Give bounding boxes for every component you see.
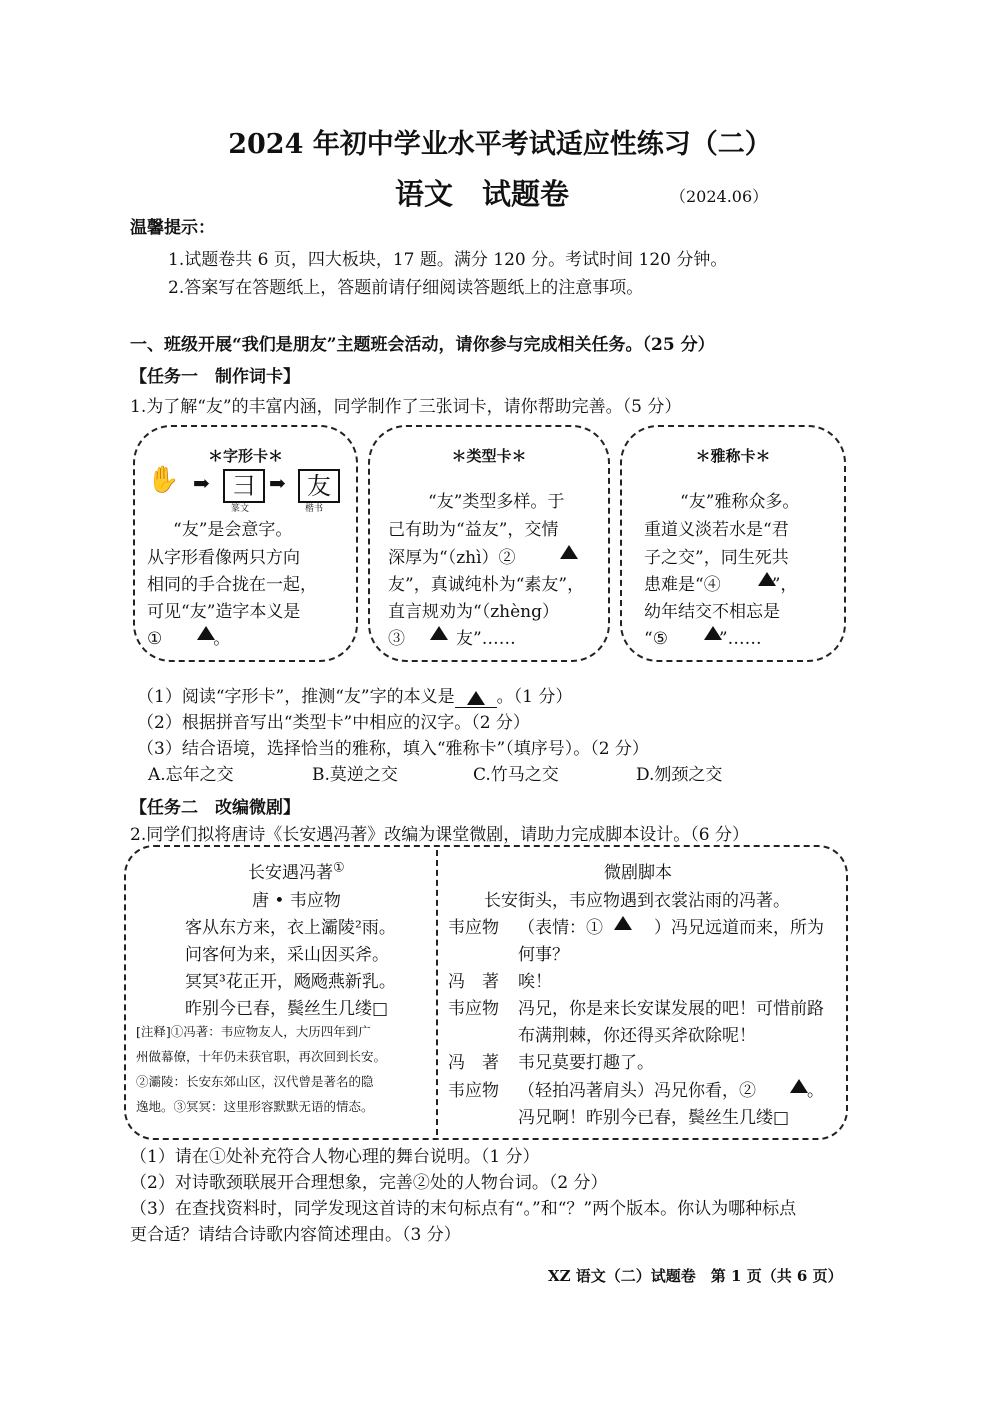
option: D.刎颈之交 <box>636 765 723 785</box>
script-line: 布满荆棘，你还得买斧砍除呢！ <box>518 1026 756 1046</box>
subquestion: （1）请在①处补充符合人物心理的舞台说明。（1 分） <box>130 1147 540 1167</box>
notice-item: 2.答案写在答题纸上，答题前请仔细阅读答题纸上的注意事项。 <box>168 278 644 298</box>
script-line: 冯兄，你是来长安谋发展的吧！可惜前路 <box>518 999 824 1019</box>
blank-triangle-icon <box>197 626 215 640</box>
hands-icon: ✋ <box>147 465 180 495</box>
notice-item: 1.试题卷共 6 页，四大板块，17 题。满分 120 分。考试时间 120 分钟。 <box>168 250 728 270</box>
script-role: 冯 著 <box>448 972 499 992</box>
poem-author: 唐 • 韦应物 <box>252 891 341 911</box>
blank-triangle-icon <box>758 572 776 586</box>
seal-glyph: 彐 <box>223 469 265 503</box>
blank-triangle-icon <box>614 916 632 930</box>
card-line: “友”是会意字。 <box>173 520 293 540</box>
script-line: 何事？ <box>518 945 569 965</box>
card-title: ＊字形卡＊ <box>207 447 283 465</box>
script-line: （表情：① ）冯兄远道而来，所为 <box>518 918 824 938</box>
poem-line: 问客何为来，采山因买斧。 <box>185 945 389 965</box>
type-card <box>368 425 610 662</box>
card-line: 重道义淡若水是“君 <box>644 520 789 540</box>
exam-date: （2024.06） <box>670 187 769 206</box>
script-scene: 长安街头，韦应物遇到衣裳沾雨的冯著。 <box>484 891 790 911</box>
card-line: 患难是“④ ”， <box>644 575 798 595</box>
option: C.竹马之交 <box>473 765 559 785</box>
answer-blank <box>455 687 497 708</box>
blank-triangle-icon <box>430 626 448 640</box>
card-title: ＊雅称卡＊ <box>695 447 771 465</box>
card-line: ① 。 <box>147 629 231 649</box>
script-line: （轻拍冯著肩头）冯兄你看，② 。 <box>518 1081 824 1101</box>
script-line: 冯兄啊！昨别今已春，鬓丝生几缕□ <box>518 1108 790 1128</box>
kai-glyph: 友 <box>298 469 340 503</box>
card-line: “友”雅称众多。 <box>680 492 800 512</box>
question-1: 1.为了解“友”的丰富内涵，同学制作了三张词卡，请你帮助完善。（5 分） <box>130 397 682 417</box>
task-label: 【任务二 改编微剧】 <box>130 798 300 818</box>
poem-line: 昨别今已春，鬓丝生几缕□ <box>185 999 389 1019</box>
card-line: “友”类型多样。于 <box>428 492 565 512</box>
card-line: 直言规劝为“（zhèng） <box>388 602 559 622</box>
glyph-label: 篆文 <box>231 504 250 514</box>
subquestion: 更合适？请结合诗歌内容简述理由。（3 分） <box>130 1225 461 1245</box>
subquestion: （1）阅读“字形卡”，推测“友”字的本义是 。（1 分） <box>137 687 573 707</box>
card-line: 子之交”，同生死共 <box>644 548 789 568</box>
card-line: 相同的手合拢在一起， <box>147 575 317 595</box>
card-title: ＊类型卡＊ <box>451 447 527 465</box>
subquestion: （3）在查找资料时，同学发现这首诗的末句标点有“。”和“？”两个版本。你认为哪种标点 <box>130 1199 797 1219</box>
elegant-name-card <box>620 425 846 662</box>
blank-triangle-icon <box>704 626 722 640</box>
divider <box>436 850 438 1135</box>
poem-note: 逸地。③冥冥：这里形容默默无语的情态。 <box>136 1099 374 1114</box>
option: A.忘年之交 <box>148 765 234 785</box>
script-line: 韦兄莫要打趣了。 <box>518 1053 654 1073</box>
script-line: 唉！ <box>518 972 552 992</box>
page-subtitle: 语文 试题卷 <box>395 177 570 211</box>
script-role: 韦应物 <box>448 1081 499 1101</box>
card-line: ③ 友”…… <box>388 629 516 649</box>
subquestion: （3）结合语境，选择恰当的雅称，填入“雅称卡”（填序号）。（2 分） <box>137 739 649 759</box>
poem-note: ②灞陵：长安东郊山区，汉代曾是著名的隐 <box>136 1074 374 1089</box>
card-line: 从字形看像两只方向 <box>147 548 300 568</box>
subquestion: （2）根据拼音写出“类型卡”中相应的汉字。（2 分） <box>137 713 530 733</box>
arrow-icon: ➡ <box>269 471 286 495</box>
page-title: 2024 年初中学业水平考试适应性练习（二） <box>228 129 772 160</box>
card-line: 深厚为“（zhì）② <box>388 548 567 568</box>
card-line: 可见“友”造字本义是 <box>147 602 301 622</box>
poem-title: 长安遇冯著① <box>248 860 345 883</box>
card-line: 己有助为“益友”，交情 <box>388 520 559 540</box>
glyph-label: 楷书 <box>305 504 324 514</box>
blank-triangle-icon <box>790 1079 808 1093</box>
script-role: 韦应物 <box>448 999 499 1019</box>
task-label: 【任务一 制作词卡】 <box>130 367 300 387</box>
blank-triangle-icon <box>467 691 485 705</box>
poem-note: 州做幕僚，十年仍未获官职，再次回到长安。 <box>136 1049 387 1064</box>
card-line: 幼年结交不相忘是 <box>644 602 780 622</box>
card-line: 友”，真诚纯朴为“素友”， <box>388 575 585 595</box>
glyph-card <box>133 425 358 662</box>
arrow-icon: ➡ <box>193 471 210 495</box>
script-role: 冯 著 <box>448 1053 499 1073</box>
section-heading: 一、班级开展“我们是朋友”主题班会活动，请你参与完成相关任务。（25 分） <box>130 335 715 355</box>
poem-line: 冥冥³花正开，飏飏燕新乳。 <box>185 972 396 992</box>
option: B.莫逆之交 <box>312 765 398 785</box>
subquestion: （2）对诗歌颈联展开合理想象，完善②处的人物台词。（2 分） <box>130 1173 608 1193</box>
poem-line: 客从东方来，衣上灞陵²雨。 <box>185 918 396 938</box>
poem-note: [注释]①冯著：韦应物友人，大历四年到广 <box>136 1024 371 1039</box>
blank-triangle-icon <box>560 545 578 559</box>
notice-label: 温馨提示： <box>130 218 215 238</box>
question-2: 2.同学们拟将唐诗《长安遇冯著》改编为课堂微剧，请助力完成脚本设计。（6 分） <box>130 825 749 845</box>
script-role: 韦应物 <box>448 918 499 938</box>
page-footer: XZ 语文（二）试题卷 第 1 页（共 6 页） <box>548 1267 843 1285</box>
card-line: “⑤ ”…… <box>644 629 762 649</box>
script-title: 微剧脚本 <box>604 863 672 883</box>
